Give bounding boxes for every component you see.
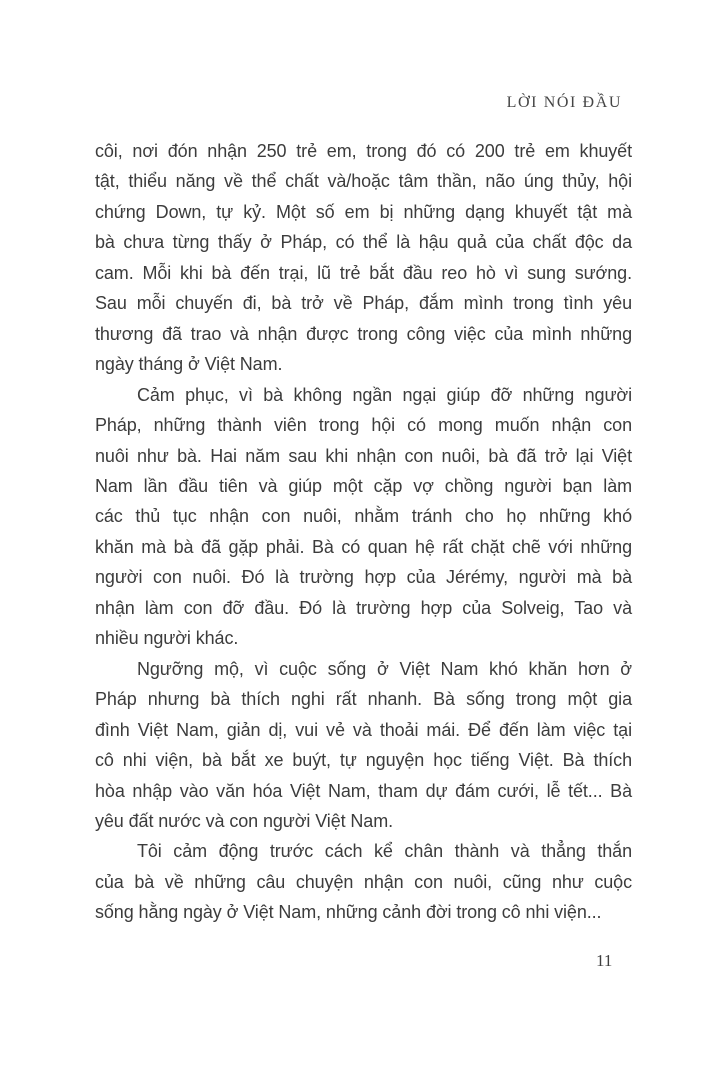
text-line: các thủ tục nhận con nuôi, nhằm tránh cho họ những khó (95, 506, 632, 527)
text-line: côi, nơi đón nhận 250 trẻ em, trong đó có 200 trẻ em khuyết (95, 141, 632, 161)
text-line: bà chưa từng thấy ở Pháp, có thể là hậu quả của chất độc da (95, 232, 632, 253)
text-line: nhận làm con đỡ đầu. Đó là trường hợp của Solveig, Tao và (95, 597, 632, 618)
text-line: nhiều người khác. (95, 628, 239, 649)
text-line: Pháp nhưng bà thích nghi rất nhanh. Bà sống trong một gia (95, 689, 632, 710)
text-line: nuôi như bà. Hai năm sau khi nhận con nuôi, bà đã trở lại Việt (95, 445, 632, 466)
text-line: Sau mỗi chuyến đi, bà trở về Pháp, đắm mình trong tình yêu (95, 293, 632, 314)
running-header-title: LỜI NÓI ĐẦU (506, 94, 622, 111)
text-line: tật, thiểu năng về thể chất và/hoặc tâm thần, não úng thủy, hội (95, 171, 632, 192)
page-number: 11 (596, 951, 613, 970)
text-line: khăn mà bà đã gặp phải. Bà có quan hệ rất chặt chẽ với những (95, 536, 632, 557)
text-line: Pháp, những thành viên trong hội có mong muốn nhận con (95, 415, 632, 436)
text-line: ngày tháng ở Việt Nam. (95, 354, 283, 375)
text-line: hòa nhập vào văn hóa Việt Nam, tham dự đám cưới, lễ tết... Bà (95, 780, 632, 801)
text-line: đình Việt Nam, giản dị, vui vẻ và thoải mái. Để đến làm việc tại (95, 719, 632, 740)
text-line: thương đã trao và nhận được trong công việc của mình những (95, 323, 632, 344)
body-text (95, 136, 632, 928)
text-line: Tôi cảm động trước cách kể chân thành và thẳng thắn (137, 841, 632, 862)
text-line: yêu đất nước và con người Việt Nam. (95, 810, 394, 831)
text-line: cam. Mỗi khi bà đến trại, lũ trẻ bắt đầu reo hò vì sung sướng. (95, 262, 632, 283)
text-line: Nam lần đầu tiên và giúp một cặp vợ chồng người bạn làm (95, 475, 632, 496)
text-line: Cảm phục, vì bà không ngần ngại giúp đỡ những người (137, 384, 632, 405)
text-line: người con nuôi. Đó là trường hợp của Jérémy, người mà bà (95, 567, 632, 588)
text-line: cô nhi viện, bà bắt xe buýt, tự nguyện học tiếng Việt. Bà thích (95, 750, 632, 771)
text-line: Ngưỡng mộ, vì cuộc sống ở Việt Nam khó khăn hơn ở (137, 658, 632, 679)
text-line: chứng Down, tự kỷ. Một số em bị những dạng khuyết tật mà (95, 201, 632, 222)
text-line: của bà về những câu chuyện nhận con nuôi, cũng như cuộc (95, 871, 632, 892)
text-line: sống hằng ngày ở Việt Nam, những cảnh đời trong cô nhi viện... (95, 902, 602, 923)
